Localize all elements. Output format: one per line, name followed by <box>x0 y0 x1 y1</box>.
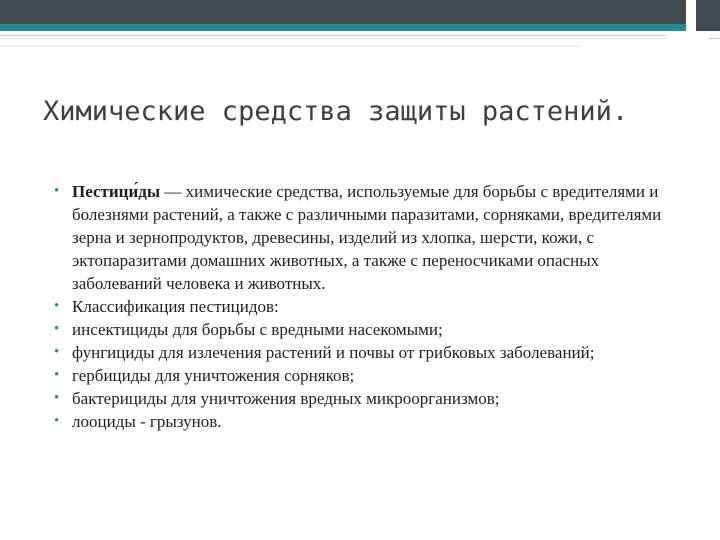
bullet-text: лооциды - грызунов. <box>72 412 222 431</box>
bullet-list <box>48 180 693 433</box>
header-accent-bar <box>0 24 686 31</box>
bullet-icon: • <box>54 298 60 314</box>
header-rule-3 <box>0 46 580 47</box>
bullet-icon: • <box>54 367 60 383</box>
bullet-icon: • <box>54 321 60 337</box>
bullet-item-definition <box>48 180 693 295</box>
header-gap <box>686 0 696 31</box>
bullet-item-bactericides <box>48 387 693 410</box>
bullet-text: инсектициды для борьбы с вредными насекомыми; <box>72 320 443 339</box>
bullet-icon: • <box>54 390 60 406</box>
bullet-text: фунгициды для излечения растений и почвы от грибковых заболеваний; <box>72 343 595 362</box>
definition-text: — химические средства, используемые для борьбы с вредителями и болезнями растений, а также с различными паразитами, сорняками, вредителями зерна и зернопродуктов, древесины, изделий из хлопка, шерсти, кожи, с эктопаразитами домашних животных, а также с переносчиками опасных заболеваний человека и животных. <box>72 182 662 293</box>
bullet-icon: • <box>54 183 60 199</box>
bullet-item-rodenticides <box>48 410 693 433</box>
header-corner-block <box>696 0 720 31</box>
bullet-item-herbicides <box>48 364 693 387</box>
bullet-text: Классификация пестицидов: <box>72 297 279 316</box>
slide-title: Химические средства защиты растений. <box>43 96 629 127</box>
definition-term: Пестици́ды <box>72 182 161 201</box>
bullet-text: бактерициды для уничтожения вредных микроорганизмов; <box>72 389 500 408</box>
bullet-item-fungicides <box>48 341 693 364</box>
header-dark-bar <box>0 0 686 24</box>
header-corner-rule <box>708 38 720 39</box>
header-rule-2 <box>0 38 666 39</box>
bullet-item-classification <box>48 295 693 318</box>
bullet-icon: • <box>54 344 60 360</box>
bullet-text: гербициды для уничтожения сорняков; <box>72 366 355 385</box>
bullet-item-insecticides <box>48 318 693 341</box>
header-rule-1 <box>0 35 666 36</box>
bullet-icon: • <box>54 413 60 429</box>
